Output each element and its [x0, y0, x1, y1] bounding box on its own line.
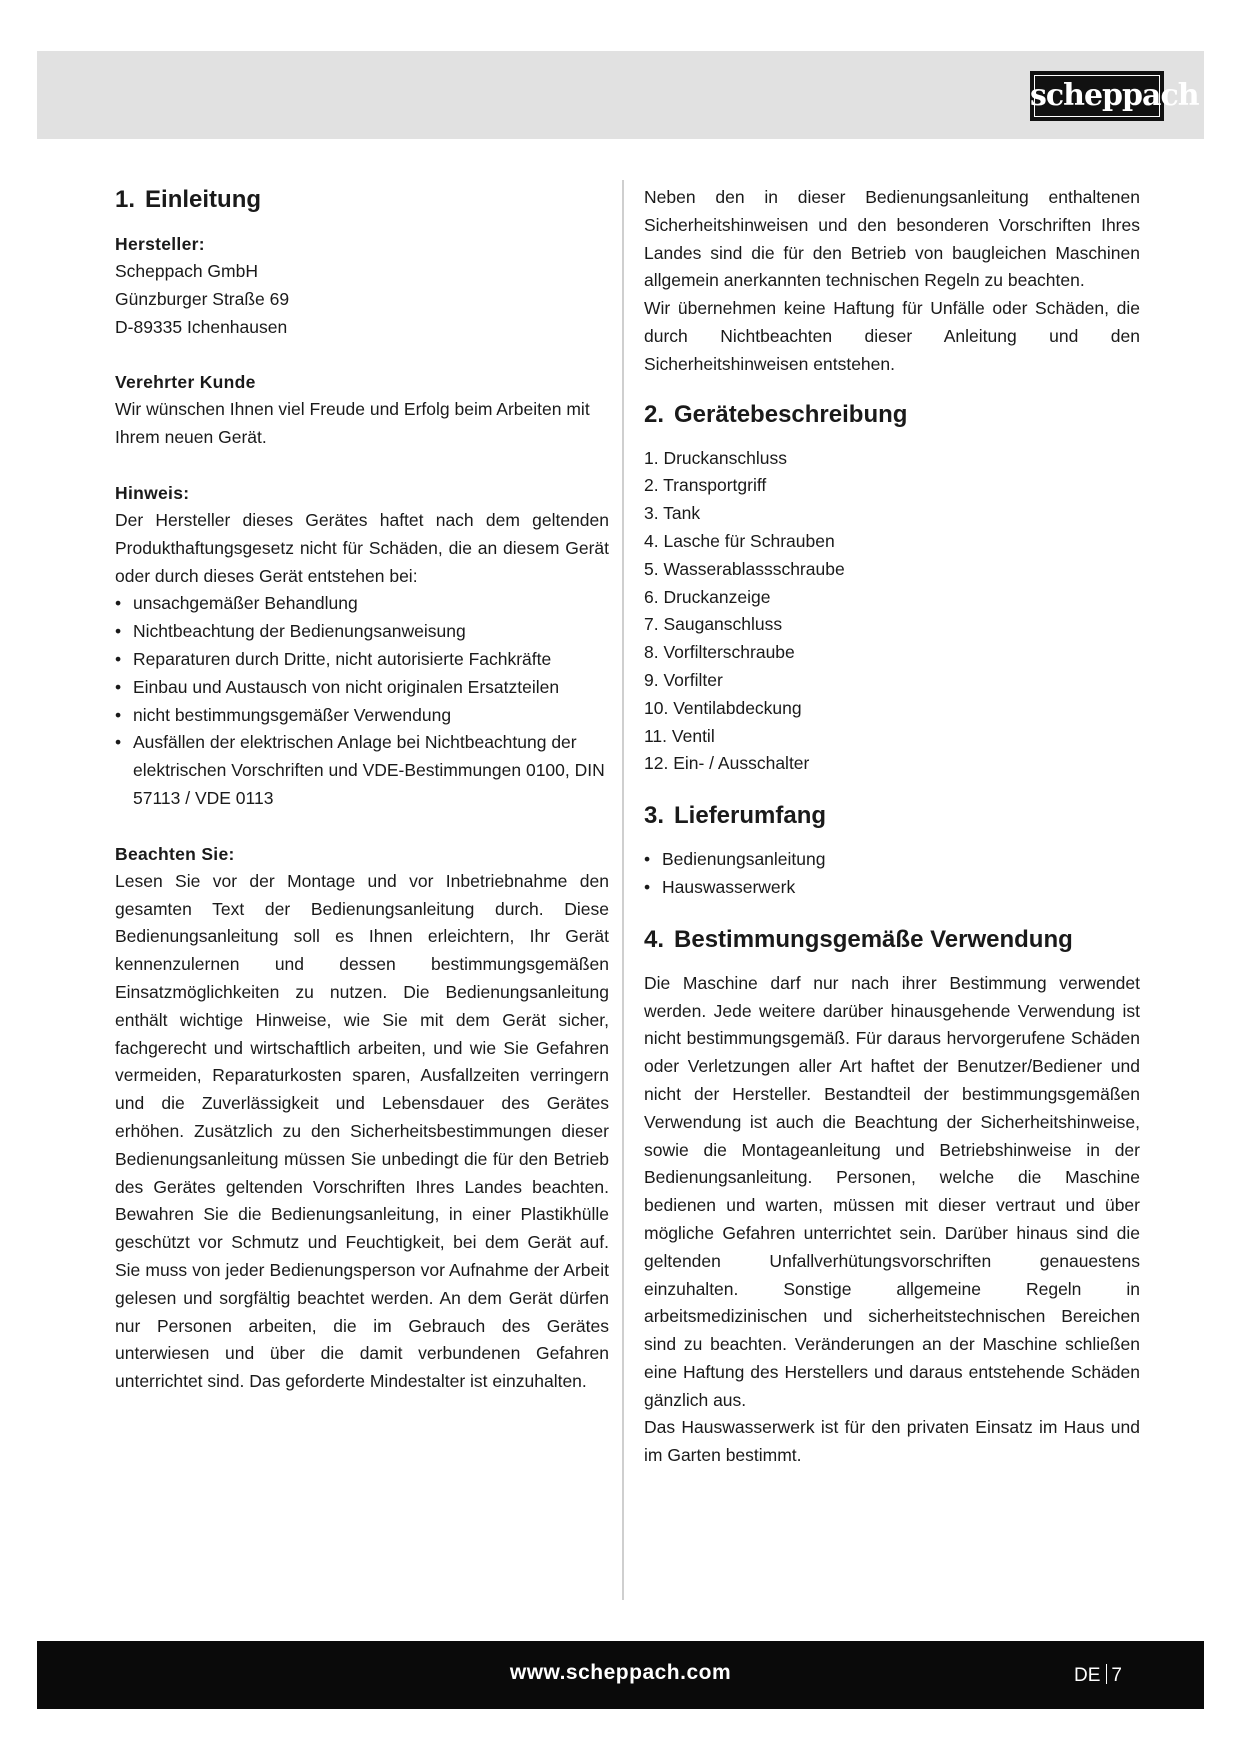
- attention-text: Lesen Sie vor der Montage und vor Inbetriebnahme den gesamten Text der Bedienungsanleitung durch. Diese Bedienungsanleitung soll es Ihnen erleichtern, Ihr Gerät kennenzulernen und dessen bestimmungsgemäßen Einsatzmöglichkeiten zu nutzen. Die Bedienungsanleitung enthält wichtige Hinweise, wie Sie mit dem Gerät sicher, fachgerecht und wirtschaftlich arbeiten, und wie Sie Gefahren vermeiden, Reparaturkosten sparen, Ausfallzeiten verringern und die Zuverlässigkeit und Lebensdauer des Gerätes erhöhen. Zusätzlich zu den Sicherheitsbestimmungen dieser Bedienungsanleitung müssen Sie unbedingt die für den Betrieb des Gerätes geltenden Vorschriften Ihres Landes beachten. Bewahren Sie die Bedienungsanleitung, in einer Plastikhülle geschützt vor Schmutz und Feuchtigkeit, bei dem Gerät auf. Sie muss von jeder Bedienungsperson vor Aufnahme der Arbeit gelesen und sorgfältig beachtet werden. An dem Gerät dürfen nur Personen arbeiten, die im Gebrauch des Gerätes unterwiesen und über die damit verbundenen Gefahren unterrichtet sind. Das geforderte Mindestalter ist einzuhalten.: [115, 870, 609, 1392]
- list-item: • Reparaturen durch Dritte, nicht autorisierte Fachkräfte: [115, 646, 609, 674]
- list-item: • Nichtbeachtung der Bedienungsanweisung: [115, 618, 609, 646]
- section-4-number: 4.: [644, 925, 665, 953]
- list-item: • Einbau und Austausch von nicht originalen Ersatzteilen: [115, 674, 609, 702]
- manufacturer-name: Scheppach GmbH: [115, 261, 258, 281]
- scheppach-logo: scheppach: [1030, 71, 1164, 121]
- notice-list: [115, 590, 609, 812]
- column-divider: [622, 180, 624, 1600]
- section-2-heading: [644, 399, 1140, 431]
- page-separator: [1106, 1664, 1107, 1684]
- right-column: [644, 184, 1140, 1470]
- language-code: DE: [1074, 1665, 1101, 1686]
- page-number: 7: [1111, 1665, 1122, 1686]
- delivery-list: [644, 846, 1140, 902]
- list-item: 4. Lasche für Schrauben: [644, 530, 835, 551]
- list-item: 7. Sauganschluss: [644, 614, 783, 635]
- list-item: 2. Transportgriff: [644, 475, 767, 496]
- usage-text-2: Das Hauswasserwerk ist für den privaten Einsatz im Haus und im Garten bestimmt.: [644, 1417, 1140, 1466]
- website-link[interactable]: www.scheppach.com: [509, 1661, 732, 1684]
- list-item: 3. Tank: [644, 503, 701, 524]
- list-item: 8. Vorfilterschraube: [644, 642, 795, 663]
- intro-text-1: Neben den in dieser Bedienungsanleitung enthaltenen Sicherheitshinweisen und den besonderen Vorschriften Ihres Landes sind die für den Betrieb von baugleichen Maschinen allgemein anerkannten technischen Regeln zu beachten.: [644, 187, 1140, 291]
- section-2-number: 2.: [644, 400, 665, 428]
- list-item: • Hauswasserwerk: [644, 874, 1140, 902]
- list-item: 9. Vorfilter: [644, 669, 723, 690]
- list-item: • unsachgemäßer Behandlung: [115, 590, 609, 618]
- notice-text: Der Hersteller dieses Gerätes haftet nach dem geltenden Produkthaftungsgesetz nicht für Schäden, die an diesem Gerät oder durch dieses Gerät entstehen bei:: [115, 509, 609, 586]
- manufacturer-label: Hersteller:: [115, 234, 205, 254]
- left-column: [115, 184, 609, 1396]
- list-item: 10. Ventilabdeckung: [644, 697, 802, 718]
- section-3-title: Lieferumfang: [674, 802, 827, 830]
- list-item: 5. Wasserablassschraube: [644, 558, 845, 579]
- parts-list: [644, 445, 1140, 779]
- list-item: • nicht bestimmungsgemäßer Verwendung: [115, 702, 609, 730]
- list-item: 12. Ein- / Ausschalter: [644, 753, 810, 774]
- list-item: • Bedienungsanleitung: [644, 846, 1140, 874]
- footer-band: [37, 1641, 1204, 1709]
- section-1-number: 1.: [115, 186, 136, 213]
- section-1-heading: [115, 184, 609, 216]
- section-2-title: Gerätebeschreibung: [674, 400, 908, 428]
- page-indicator: [1074, 1664, 1122, 1687]
- customer-label: Verehrter Kunde: [115, 372, 256, 393]
- notice-label: Hinweis:: [115, 482, 190, 503]
- header-band: [37, 51, 1204, 139]
- customer-text: Wir wünschen Ihnen viel Freude und Erfolg beim Arbeiten mit Ihrem neuen Gerät.: [115, 399, 590, 448]
- manufacturer-street: Günzburger Straße 69: [115, 288, 290, 309]
- section-1-title: Einleitung: [145, 186, 262, 213]
- section-4-heading: [644, 924, 1140, 956]
- list-item: 11. Ventil: [644, 725, 715, 746]
- section-3-heading: [644, 800, 1140, 832]
- manufacturer-city: D-89335 Ichenhausen: [115, 316, 288, 337]
- section-4-title: Bestimmungsgemäße Verwendung: [674, 925, 1073, 953]
- section-3-number: 3.: [644, 802, 665, 830]
- list-item: 1. Druckanschluss: [644, 447, 787, 468]
- list-item: • Ausfällen der elektrischen Anlage bei Nichtbeachtung der elektrischen Vorschriften und VDE-Bestimmungen 0100, DIN 57113 / VDE 0113: [115, 729, 609, 812]
- intro-text-2: Wir übernehmen keine Haftung für Unfälle oder Schäden, die durch Nichtbeachten dieser Anleitung und den Sicherheitshinweisen entstehen.: [644, 298, 1140, 374]
- attention-label: Beachten Sie:: [115, 843, 235, 864]
- usage-text: Die Maschine darf nur nach ihrer Bestimmung verwendet werden. Jede weitere darüber hinausgehende Verwendung ist nicht bestimmungsgemäß. Für daraus hervorgerufene Schäden oder Verletzungen aller Art haftet der Benutzer/Bediener und nicht der Hersteller. Bestandteil der bestimmungsgemäßen Verwendung ist auch die Beachtung der Sicherheitshinweise, sowie die Montageanleitung und Betriebshinweise in der Bedienungsanleitung. Personen, welche die Maschine bedienen und warten, müssen mit dieser vertraut und über mögliche Gefahren unterrichtet sein. Darüber hinaus sind die geltenden Unfallverhütungsvorschriften genauestens einzuhalten. Sonstige allgemeine Regeln in arbeitsmedizinischen und sicherheitstechnischen Bereichen sind zu beachten. Veränderungen an der Maschine schließen eine Haftung des Herstellers und daraus entstehende Schäden gänzlich aus.: [644, 972, 1140, 1410]
- list-item: 6. Druckanzeige: [644, 586, 771, 607]
